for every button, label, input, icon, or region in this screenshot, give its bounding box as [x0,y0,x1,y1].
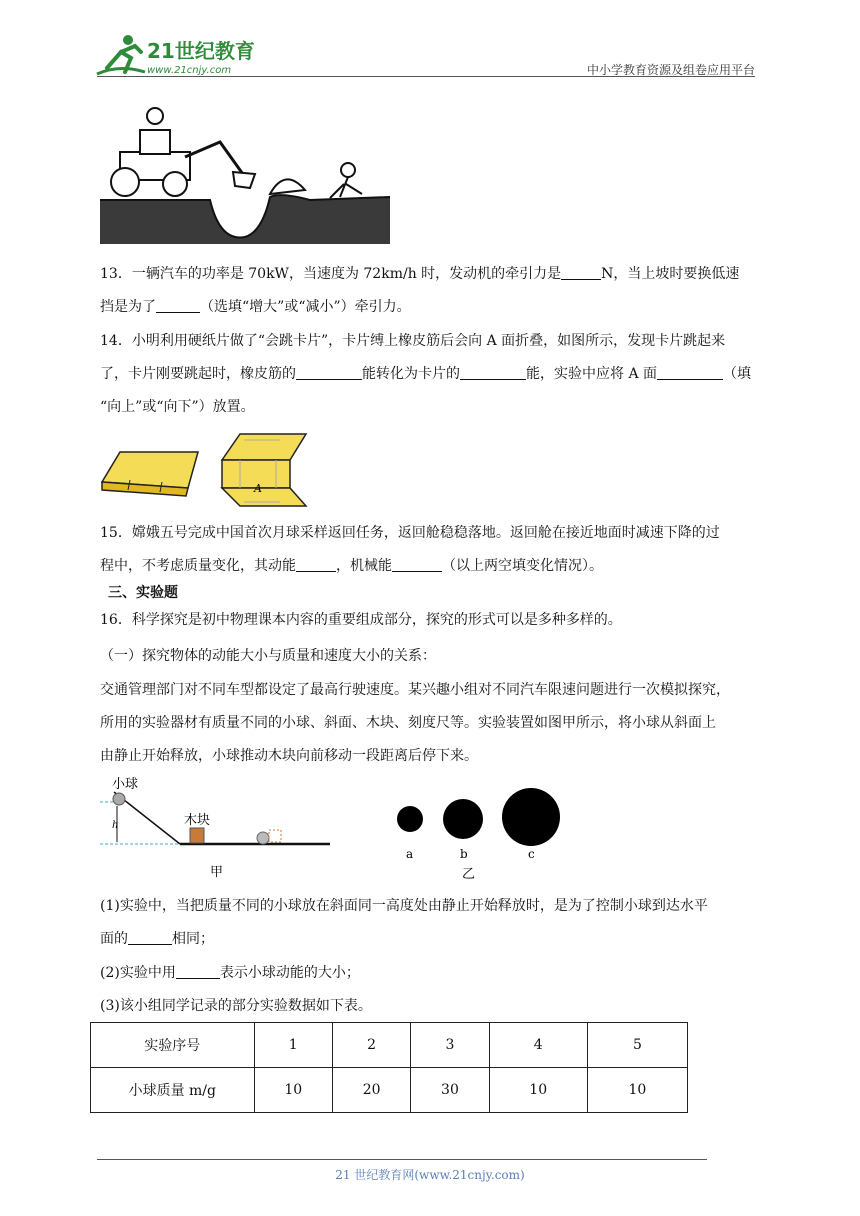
height-label: h [112,820,119,831]
ball-b [443,799,483,839]
ball-a-label: a [406,847,414,861]
question-13-line-2: 挡是为了 （选填“增大”或“减小”）牵引力。 [100,299,411,315]
answer-blank[interactable] [176,964,220,979]
question-14-line-2: 了，卡片刚要跳起时，橡皮筋的 能转化为卡片的 能，实验中应将 A 面 （填 [100,366,752,382]
table-cell: 10 [489,1068,587,1113]
face-a-label: A [254,482,262,495]
runner-icon [97,35,145,74]
question-16-para-1: 交通管理部门对不同车型都设定了最高行驶速度。某兴趣小组对不同汽车限速问题进行一次模拟探究， [100,682,730,698]
subquestion-1-line-1: (1)实验中，当把质量不同的小球放在斜面同一高度处由静止开始释放时，是为了控制小球到达水平 [100,898,708,914]
answer-blank[interactable] [392,557,442,572]
footer-divider [97,1159,707,1160]
table-cell: 10 [254,1068,332,1113]
answer-blank[interactable] [296,557,336,572]
figure-yi [390,782,580,886]
table-cell: 小球质量 m/g [91,1068,255,1113]
question-15-line-2: 程中，不考虑质量变化，其动能 ，机械能 （以上两空填变化情况）。 [100,558,603,574]
question-16-intro: 16．科学探究是初中物理课本内容的重要组成部分，探究的形式可以是多种多样的。 [100,612,622,628]
ball-b-label: b [460,847,468,861]
jumping-card-figure [100,430,312,512]
figure-yi-caption: 乙 [462,867,476,882]
logo-url: www.21cnjy.com [147,65,232,76]
table-row [91,1068,688,1113]
site-logo [95,30,265,80]
table-cell: 1 [254,1023,332,1068]
question-13-line-1: 13．一辆汽车的功率是 70kW，当速度为 72km/h 时，发动机的牵引力是 N，当上坡时要换低速 [100,266,740,282]
answer-blank[interactable] [460,365,526,380]
table-cell: 10 [587,1068,687,1113]
table-cell: 5 [587,1023,687,1068]
ball-label: 小球 [112,777,139,792]
ball-c-label: c [528,847,535,861]
figure-jia-caption: 甲 [210,865,224,880]
table-cell: 30 [411,1068,489,1113]
table-cell: 4 [489,1023,587,1068]
header-divider [97,76,755,77]
question-16-part-1: （一）探究物体的动能大小与质量和速度大小的关系： [100,648,436,664]
figure-jia [100,772,340,886]
answer-blank[interactable] [156,298,200,313]
logo-text: 21世纪教育 [147,39,255,63]
answer-blank[interactable] [561,265,601,280]
table-cell: 实验序号 [91,1023,255,1068]
answer-blank[interactable] [128,930,172,945]
question-16-para-2: 所用的实验器材有质量不同的小球、斜面、木块、刻度尺等。实验装置如图甲所示，将小球从斜面上 [100,715,716,731]
ball-a [397,806,423,832]
table-cell: 20 [332,1068,410,1113]
block-label: 木块 [184,813,211,828]
subquestion-1-line-2: 面的 相同； [100,931,214,947]
ball-c [502,788,560,846]
excavator-illustration [100,102,390,248]
platform-title: 中小学教育资源及组卷应用平台 [586,63,755,77]
answer-blank[interactable] [296,365,362,380]
question-16-para-3: 由静止开始释放，小球推动木块向前移动一段距离后停下来。 [100,748,478,764]
question-14-line-1: 14．小明利用硬纸片做了“会跳卡片”，卡片缚上橡皮筋后会向 A 面折叠，如图所示，发现卡片跳起来 [100,333,726,349]
table-row [91,1023,688,1068]
table-cell: 2 [332,1023,410,1068]
footer-link[interactable]: 21 世纪教育网(www.21cnjy.com) [335,1168,525,1182]
subquestion-3: (3)该小组同学记录的部分实验数据如下表。 [100,998,372,1014]
table-cell: 3 [411,1023,489,1068]
section-heading: 三、实验题 [108,585,178,601]
answer-blank[interactable] [657,365,723,380]
question-15-line-1: 15．嫦娥五号完成中国首次月球采样返回任务，返回舱稳稳落地。返回舱在接近地面时减速下降的过 [100,525,720,541]
question-14-line-3: “向上”或“向下”）放置。 [100,399,255,415]
experiment-data-table [90,1022,688,1113]
subquestion-2: (2)实验中用 表示小球动能的大小； [100,965,360,981]
